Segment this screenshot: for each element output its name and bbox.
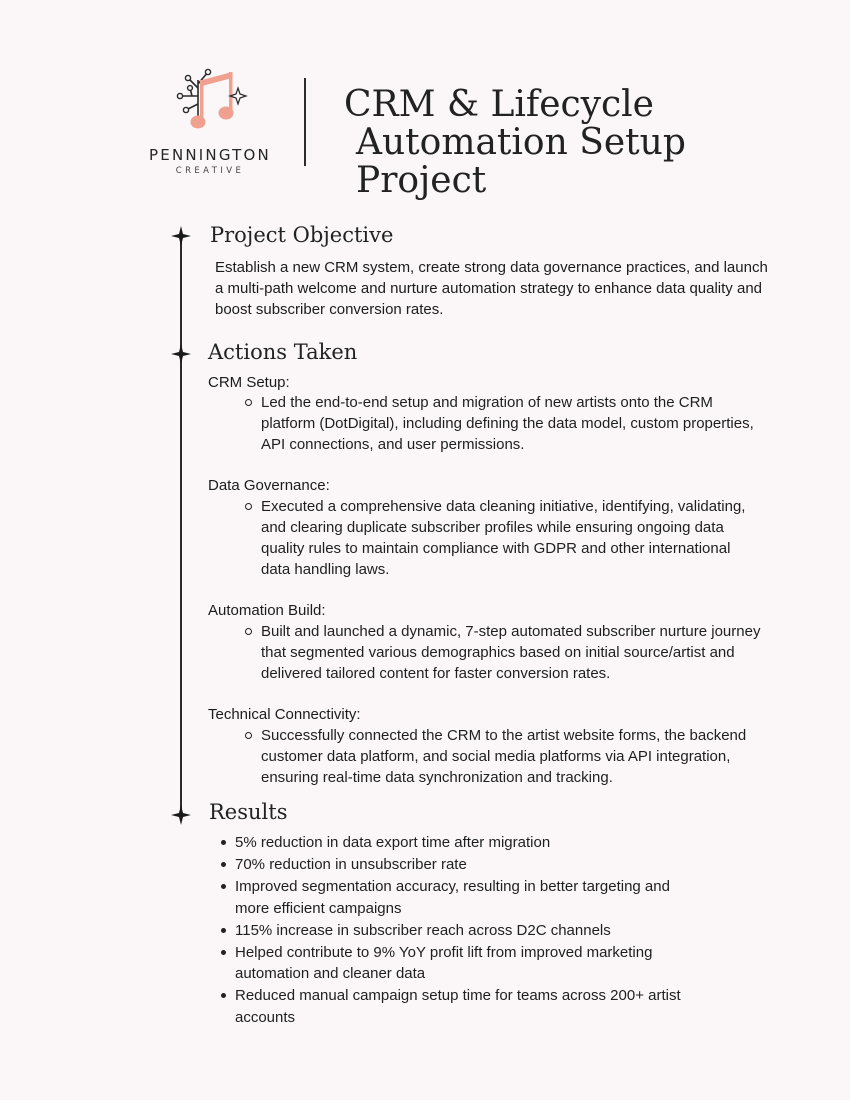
action-list-crm-setup xyxy=(261,392,761,455)
header-divider xyxy=(304,78,306,166)
results-list xyxy=(235,832,685,1029)
results-heading: Results xyxy=(209,800,288,824)
list-item: Executed a comprehensive data cleaning initiative, identifying, validating, and clearing duplicate subscriber profiles while ensuring ongoing data quality rules to maintain compliance with GDPR and other international data handling laws. xyxy=(261,496,761,580)
page-title xyxy=(344,86,686,200)
sparkle-icon xyxy=(171,344,191,364)
action-list-technical-connectivity xyxy=(261,725,761,788)
objective-text: Establish a new CRM system, create strong data governance practices, and launch a multi-path welcome and nurture automation strategy to enhance data quality and boost subscriber conversion rates. xyxy=(215,259,768,318)
title-line-3: Project xyxy=(356,160,487,201)
title-line-1: CRM & Lifecycle xyxy=(344,84,654,125)
action-label-technical-connectivity: Technical Connectivity: xyxy=(208,706,361,723)
sparkle-icon xyxy=(171,226,191,246)
actions-heading: Actions Taken xyxy=(208,340,358,364)
timeline-line xyxy=(180,236,182,814)
sparkle-icon xyxy=(171,805,191,825)
list-item: Successfully connected the CRM to the artist website forms, the backend customer data platform, and social media platforms via API integration, ensuring real-time data synchronization and tracking. xyxy=(261,725,761,788)
list-item: Improved segmentation accuracy, resulting in better targeting and more efficient campaigns xyxy=(235,876,685,919)
list-item: Reduced manual campaign setup time for teams across 200+ artist accounts xyxy=(235,985,685,1028)
list-item: 115% increase in subscriber reach across D2C channels xyxy=(235,920,685,942)
music-note-circuit-icon xyxy=(172,66,248,138)
action-label-crm-setup: CRM Setup: xyxy=(208,374,290,391)
action-label-automation-build: Automation Build: xyxy=(208,602,326,619)
list-item: Helped contribute to 9% YoY profit lift from improved marketing automation and cleaner data xyxy=(235,942,685,985)
brand-subname: CREATIVE xyxy=(175,166,245,176)
list-item: Led the end-to-end setup and migration of new artists onto the CRM platform (DotDigital), including defining the data model, custom properties, API connections, and user permissions. xyxy=(261,392,761,455)
action-list-automation-build xyxy=(261,621,761,684)
action-label-data-governance: Data Governance: xyxy=(208,477,330,494)
action-list-data-governance xyxy=(261,496,761,580)
objective-heading: Project Objective xyxy=(210,223,394,247)
list-item: Built and launched a dynamic, 7-step automated subscriber nurture journey that segmented various demographics based on initial source/artist and delivered tailored content for faster conversion rates. xyxy=(261,623,761,682)
list-item: 5% reduction in data export time after migration xyxy=(235,832,685,854)
list-item: 70% reduction in unsubscriber rate xyxy=(235,854,685,876)
title-line-2: Automation Setup xyxy=(356,122,686,163)
brand-name: PENNINGTON xyxy=(149,146,271,164)
brand-logo xyxy=(140,66,280,178)
